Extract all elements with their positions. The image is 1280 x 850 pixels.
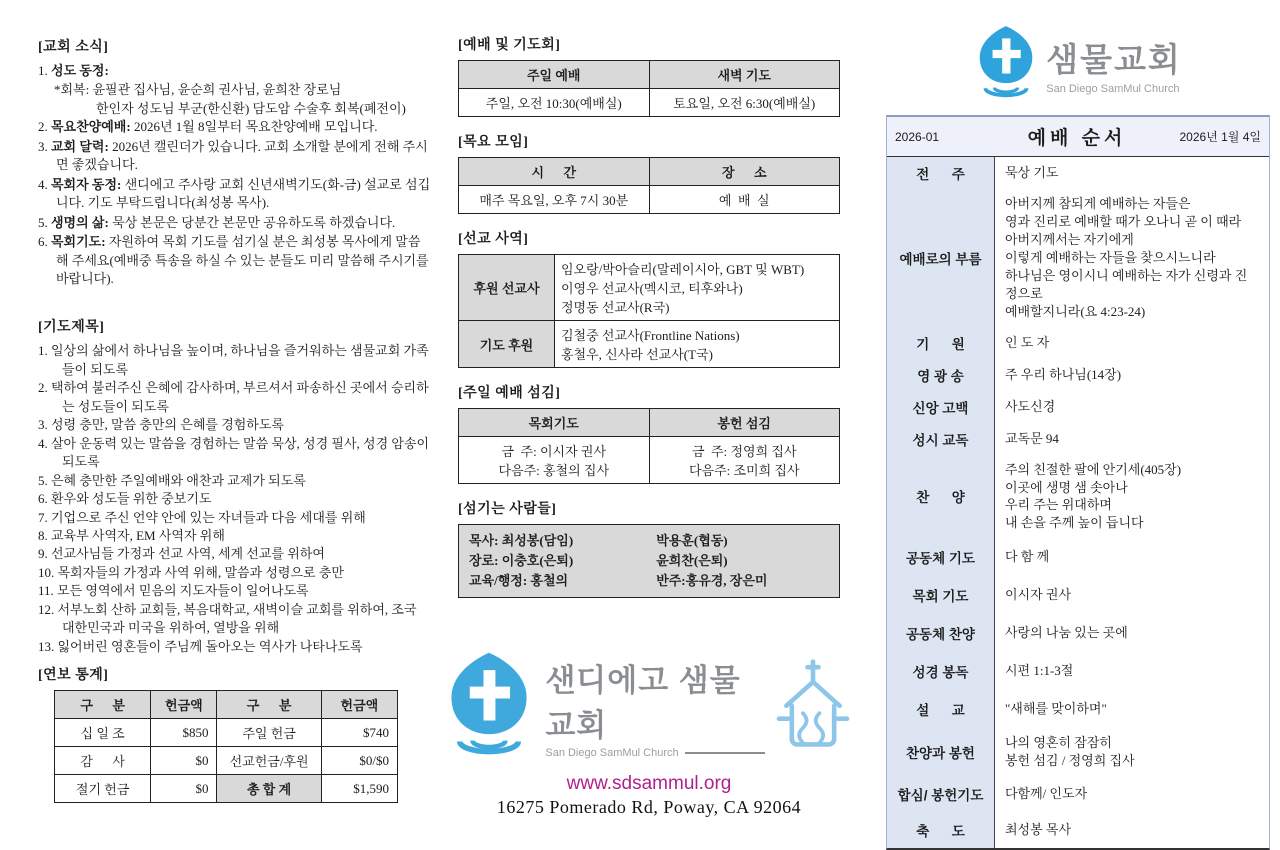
news-item — [38, 138, 432, 175]
people-entry: 목사: 최성봉(담임) — [469, 533, 574, 548]
news-num: 6. — [38, 234, 48, 250]
order-row — [887, 391, 1269, 423]
mission-row-content: 김철중 선교사(Frontline Nations) 홍철우, 신사라 선교사(T국) — [555, 321, 840, 368]
order-row — [887, 423, 1269, 455]
church-address: 16275 Pomerado Rd, Poway, CA 92064 — [496, 797, 802, 818]
order-item-label: 신앙 고백 — [887, 391, 995, 423]
prayer-item: 2. 택하여 불러주신 은혜에 감사하며, 부르셔서 파송하신 곳에서 승리하는 성도들이 되도록 — [38, 380, 429, 414]
worship-times-table — [458, 60, 840, 117]
order-item-content: 다함께/ 인도자 — [1005, 785, 1088, 801]
order-row — [887, 157, 1269, 189]
order-row — [887, 614, 1269, 652]
order-item-content: "새해를 맞이하며" — [1005, 701, 1107, 717]
news-text: 샌디에고 주사랑 교회 신년새벽기도(화-금) 설교로 섬깁니다. 기도 부탁드립니다(최성봉 목사). — [56, 176, 431, 211]
church-building-outline-icon — [771, 658, 855, 755]
order-row — [887, 327, 1269, 359]
prayer-topics-list — [38, 342, 432, 656]
middle-logo-text — [545, 655, 764, 759]
church-news-title: [교회 소식] — [38, 40, 109, 55]
news-item — [38, 214, 432, 232]
mission-table — [458, 254, 840, 368]
order-item-label: 공동체 기도 — [887, 538, 995, 576]
order-item-label: 찬 양 — [887, 455, 995, 539]
prayer-item: 3. 성령 충만, 말씀 충만의 은혜를 경험하도록 — [38, 417, 284, 433]
order-row — [887, 455, 1269, 539]
order-row — [887, 359, 1269, 391]
right-column — [886, 24, 1270, 850]
news-text: 묵상 본문은 당분간 본문만 공유하도록 하겠습니다. — [112, 214, 396, 230]
serving-col-header: 목회기도 — [459, 409, 650, 437]
logo-english-row — [545, 747, 764, 759]
offering-col-header: 헌금액 — [151, 691, 217, 719]
thursday-meeting-table — [458, 157, 840, 214]
logo-english-name: San Diego SamMul Church — [545, 746, 679, 759]
offering-row — [55, 775, 398, 803]
order-item-content: 인 도 자 — [1005, 334, 1050, 350]
offering-amount: $850 — [151, 719, 217, 747]
mission-row-label: 후원 선교사 — [459, 255, 555, 321]
website-link[interactable]: www.sdsammul.org — [566, 773, 732, 795]
order-item-content: 사랑의 나눔 있는 곳에 — [1005, 625, 1128, 641]
thursday-col-header: 장 소 — [649, 158, 840, 186]
offering-col-header: 구 분 — [217, 691, 321, 719]
order-item-label: 성시 교독 — [887, 423, 995, 455]
news-item — [38, 233, 432, 288]
offering-category: 십 일 조 — [55, 719, 151, 747]
serving-people-title: [섬기는 사람들] — [458, 502, 557, 517]
order-item-label: 영 광 송 — [887, 359, 995, 391]
logo-korean-name: 샌디에고 샘물교회 — [545, 662, 741, 743]
offering-category: 절기 헌금 — [55, 775, 151, 803]
serving-people-box — [458, 524, 840, 598]
prayer-item: 1. 일상의 삶에서 하나님을 높이며, 하나님을 즐거워하는 샘물교회 가족들이 되도록 — [38, 343, 429, 377]
prayer-item: 9. 선교사님들 가정과 선교 사역, 세계 선교를 위하여 — [38, 546, 325, 562]
order-row — [887, 690, 1269, 728]
prayer-item: 12. 서부노회 산하 교회들, 복음대학교, 새벽이슬 교회를 위하여, 조국 대한민국과 미국을 위하여, 열방을 위해 — [38, 601, 417, 636]
serving-header-row — [459, 409, 840, 437]
people-row — [469, 531, 829, 551]
order-item-content: 사도신경 — [1005, 398, 1056, 414]
prayer-item: 8. 교육부 사역자, EM 사역자 위해 — [38, 527, 225, 543]
serving-col-header: 봉헌 섬김 — [649, 409, 840, 437]
prayer-item: 7. 기업으로 주신 언약 안에 있는 자녀들과 다음 세대를 위해 — [38, 509, 366, 525]
order-item-content: 다 함 께 — [1005, 549, 1050, 565]
sunday-serving-table — [458, 408, 840, 484]
order-item-content: 시편 1:1-3절 — [1005, 663, 1074, 679]
offering-row — [55, 719, 398, 747]
news-text: 자원하여 목회 기도를 섬기실 분은 최성봉 목사에게 말씀해 주세요(예배중 특송을 하실 수 있는 분들도 미리 말씀해 주시기를 바랍니다). — [56, 234, 429, 286]
offering-col-header: 헌금액 — [321, 691, 397, 719]
news-item — [38, 118, 432, 136]
mission-row-content: 임오랑/박아슬리(말레이시아, GBT 및 WBT) 이영우 선교사(멕시코, 티후와나) 정명동 선교사(R국) — [555, 255, 840, 321]
order-row — [887, 652, 1269, 690]
serving-names: 금 주: 정영희 집사 다음주: 조미희 집사 — [649, 437, 840, 484]
news-num: 2. — [38, 119, 48, 135]
prayer-item: 5. 은혜 충만한 주일예배와 애찬과 교제가 되도록 — [38, 472, 306, 488]
right-logo-text — [1046, 34, 1182, 95]
thursday-place: 예 배 실 — [649, 186, 840, 214]
serving-names: 금 주: 이시자 권사 다음주: 홍철의 집사 — [459, 437, 650, 484]
church-drop-logo-icon — [443, 650, 535, 763]
order-item-label: 축 도 — [887, 812, 995, 848]
bulletin-issue-number: 2026-01 — [895, 129, 940, 144]
thursday-header-row — [459, 158, 840, 186]
worship-prayer-title: [예배 및 기도회] — [458, 38, 561, 53]
prayer-topics-title: [기도제목] — [38, 320, 105, 336]
order-row — [887, 189, 1269, 327]
prayer-item: 11. 모든 영역에서 믿음의 지도자들이 일어나도록 — [38, 583, 309, 599]
middle-column — [458, 34, 840, 818]
thursday-time: 매주 목요일, 오후 7시 30분 — [459, 186, 650, 214]
order-item-content: 이시자 권사 — [1005, 587, 1072, 603]
news-num: 3. — [38, 138, 48, 154]
news-label: 성도 동정: — [51, 63, 109, 78]
news-item — [38, 62, 432, 80]
offering-row — [55, 747, 398, 775]
people-entry: 교육/행정: 홍철의 — [469, 573, 569, 589]
news-label: 목회기도: — [51, 234, 106, 250]
prayer-item: 13. 잃어버린 영혼들이 주님께 돌아오는 역사가 나타나도록 — [38, 638, 363, 654]
worship-col-header: 주일 예배 — [459, 61, 650, 89]
order-item-label: 예배로의 부름 — [887, 189, 995, 327]
thursday-row — [459, 186, 840, 214]
offering-category: 감 사 — [55, 747, 151, 775]
prayer-item: 10. 목회자들의 가정과 사역 위해, 말씀과 성령으로 충만 — [38, 564, 344, 580]
church-news-list — [38, 62, 432, 288]
offering-category: 주일 헌금 — [217, 719, 321, 747]
order-item-label: 전 주 — [887, 157, 995, 189]
order-item-content: 최성봉 목사 — [1005, 821, 1072, 837]
order-item-content: 나의 영혼히 잠잠히 봉헌 섬김 / 정영희 집사 — [1005, 735, 1135, 768]
worship-order-table — [886, 115, 1270, 850]
left-column — [38, 36, 432, 803]
sunday-serving-title: [주일 예배 섬김] — [458, 386, 561, 401]
worship-row — [459, 89, 840, 117]
order-row — [887, 538, 1269, 576]
worship-order-header — [887, 117, 1269, 157]
people-row — [469, 551, 829, 571]
offering-amount: $0/$0 — [321, 747, 397, 775]
offering-total-amount: $1,590 — [321, 775, 397, 803]
logo-korean-name: 샘물교회 — [1046, 41, 1182, 78]
news-label: 생명의 삶: — [51, 214, 109, 230]
news-num: 1. — [38, 63, 48, 78]
offering-stats-title: [연보 통계] — [38, 668, 109, 684]
order-item-content: 아버지께 참되게 예배하는 자들은 영과 진리로 예배할 때가 오나니 곧 이 때라 아버지께서는 자기에게 이렇게 예배하는 자들을 찾으시느니라 하나님은 영이시니 예배하는 자가 신령과 진정으로 예배할지니라(요 4:23-24) — [1005, 196, 1248, 319]
mission-row — [459, 321, 840, 368]
order-item-label: 공동체 찬양 — [887, 614, 995, 652]
order-item-label: 찬양과 봉헌 — [887, 728, 995, 776]
mission-row-label: 기도 후원 — [459, 321, 555, 368]
worship-order-title: 예배 순서 — [1027, 128, 1127, 149]
offering-amount: $740 — [321, 719, 397, 747]
mission-title: [선교 사역] — [458, 232, 529, 247]
worship-date: 2026년 1월 4일 — [1179, 130, 1261, 144]
middle-logo-block — [458, 650, 840, 763]
thursday-meeting-title: [목요 모임] — [458, 135, 529, 150]
order-item-label: 성경 봉독 — [887, 652, 995, 690]
offering-category: 선교헌금/후원 — [217, 747, 321, 775]
logo-divider-line — [685, 752, 765, 754]
order-row — [887, 576, 1269, 614]
people-entry: 윤희찬(은퇴) — [656, 553, 728, 569]
news-subline: *회복: 윤필관 집사님, 윤순희 권사님, 윤희찬 장로님 — [54, 82, 342, 98]
news-item — [38, 176, 432, 213]
offering-col-header: 구 분 — [55, 691, 151, 719]
people-entry: 장로: 이충호(은퇴) — [469, 553, 574, 569]
order-item-content: 묵상 기도 — [1005, 165, 1059, 181]
order-row — [887, 776, 1269, 812]
order-item-label: 합심/ 봉헌기도 — [887, 776, 995, 812]
worship-time: 토요일, 오전 6:30(예배실) — [649, 89, 840, 117]
news-label: 교회 달력: — [51, 138, 109, 154]
worship-time: 주일, 오전 10:30(예배실) — [459, 89, 650, 117]
news-text: 2026년 캘린더가 있습니다. 교회 소개할 분에게 전해 주시면 좋겠습니다. — [56, 138, 428, 173]
order-item-label: 목회 기도 — [887, 576, 995, 614]
thursday-col-header: 시 간 — [459, 158, 650, 186]
news-label: 목요찬양예배: — [51, 119, 131, 135]
logo-english-name: San Diego SamMul Church — [1046, 83, 1180, 95]
prayer-item: 4. 살아 운동력 있는 말씀을 경험하는 말씀 묵상, 성경 필사, 성경 암송이 되도록 — [38, 435, 430, 470]
offering-total-label: 총 합 계 — [217, 775, 321, 803]
order-item-content: 주의 친절한 팔에 안기세(405장) 이곳에 생명 샘 솟아나 우리 주는 위대하며 내 손을 주께 높이 듭니다 — [1005, 461, 1182, 531]
news-num: 5. — [38, 214, 48, 230]
order-row — [887, 728, 1269, 776]
offering-amount: $0 — [151, 775, 217, 803]
mission-row — [459, 255, 840, 321]
order-item-content: 교독문 94 — [1005, 430, 1059, 446]
people-row — [469, 571, 829, 591]
prayer-item: 6. 환우와 성도들 위한 중보기도 — [38, 491, 212, 507]
worship-col-header: 새벽 기도 — [649, 61, 840, 89]
news-label: 목회자 동정: — [51, 176, 122, 192]
news-num: 4. — [38, 176, 48, 192]
worship-header-row — [459, 61, 840, 89]
people-entry: 반주:홍유경, 장은미 — [656, 573, 768, 589]
order-row — [887, 812, 1269, 848]
people-entry: 박용훈(협동) — [656, 533, 728, 548]
right-logo-block — [886, 24, 1270, 105]
offering-amount: $0 — [151, 747, 217, 775]
offering-table — [54, 690, 398, 803]
order-item-content: 주 우리 하나님(14장) — [1005, 366, 1122, 382]
order-item-label: 기 원 — [887, 327, 995, 359]
serving-row — [459, 437, 840, 484]
news-text: 2026년 1월 8일부터 목요찬양예배 모입니다. — [133, 119, 378, 135]
order-item-label: 설 교 — [887, 690, 995, 728]
offering-header-row — [55, 691, 398, 719]
church-drop-logo-icon — [974, 24, 1038, 105]
news-subline: 한인자 성도님 부군(한신환) 담도암 수술후 회복(폐전이) — [96, 100, 406, 116]
